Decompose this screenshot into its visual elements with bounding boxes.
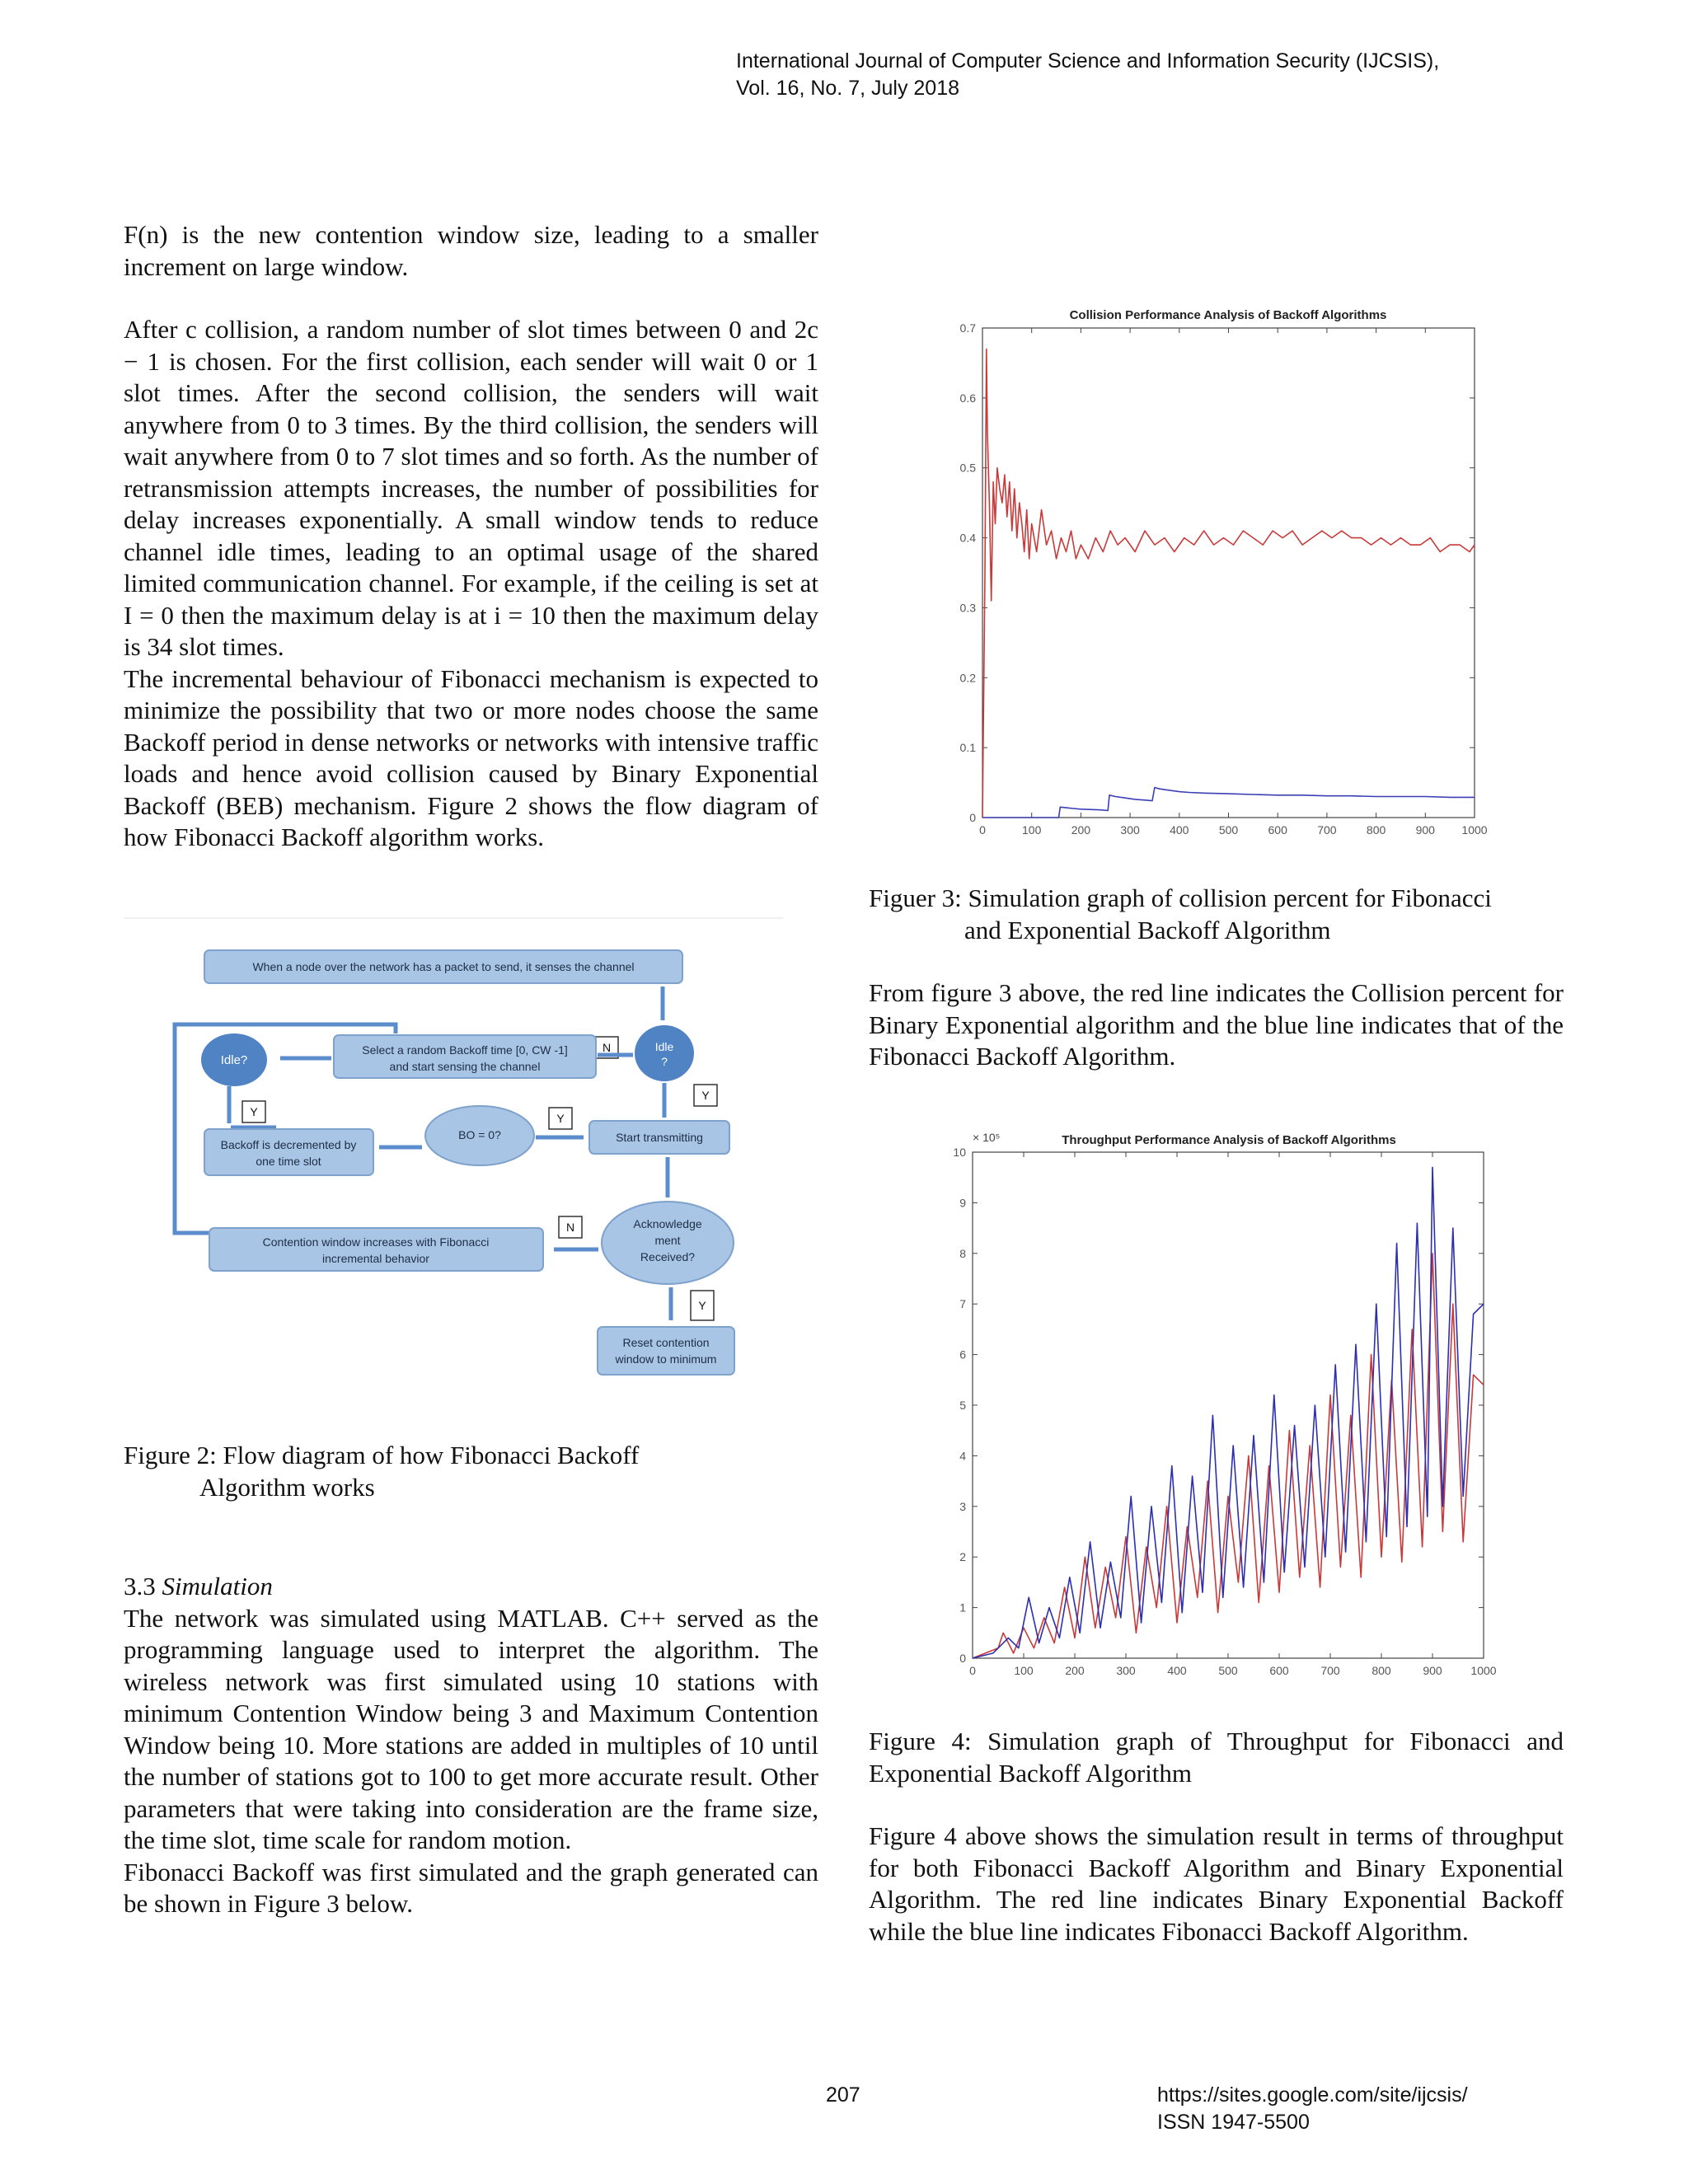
collision-chart: [931, 302, 1508, 837]
flow-select-l2: and start sensing the channel: [389, 1060, 541, 1073]
flow-y-label-3: Y: [701, 1089, 710, 1102]
paragraph-figure-4: Figure 4 above shows the simulation result in terms of throughput for both Fibonacci Backoff Algorithm and Binary Exponential Algorithm. The red line indicates Binary Exponential Backoff while the blue line indicates Fibonacci Backoff Algorithm.: [869, 1821, 1564, 1946]
figure-3-caption: [869, 882, 1492, 946]
figure-4-caption-text: Figure 4: Simulation graph of Throughput for Fibonacci and Exponential Backoff Algorithm: [869, 1727, 1564, 1788]
figure-3: [931, 302, 1508, 841]
flow-decrement-box: [204, 1129, 373, 1175]
throughput-chart-plot-area: [973, 1152, 1484, 1658]
flow-n-label-1: N: [602, 1041, 612, 1054]
x-tick-label: 900: [1423, 1664, 1442, 1677]
y-tick-label: 0: [959, 1652, 966, 1665]
flow-ack-l1: Acknowledge: [633, 1217, 702, 1230]
paragraph-figure-3: From figure 3 above, the red line indicates the Collision percent for Binary Exponential algorithm and the blue line indicates that of the Fibonacci Backoff Algorithm.: [869, 978, 1564, 1071]
y-tick-label: 0.3: [959, 601, 976, 615]
x-tick-label: 600: [1268, 823, 1287, 837]
throughput-chart: [923, 1126, 1517, 1686]
flow-idle-right-l1: Idle: [654, 1040, 674, 1053]
figure-2-caption-line1: Figure 2: Flow diagram of how Fibonacci Backoff: [124, 1441, 640, 1469]
paragraph-collision: After c collision, a random number of slot times between 0 and 2c − 1 is chosen. For the first collision, each sender will wait 0 or 1 slot times. After the second collision, the senders will wait anywhere from 0 to 3 times. By the third collision, the senders will wait anywhere from 0 to 7 slot times and so forth. As the number of retransmission attempts increases, the number of possibilities for delay increases exponentially. A small window tends to reduce channel idle times, leading to an optimal usage of the shared limited communication channel. For example, if the ceiling is set at I = 0 then the maximum delay is at i = 10 then the maximum delay is 34 slot times.: [124, 315, 818, 661]
section-number: 3.3: [124, 1572, 156, 1601]
figure-4: [923, 1126, 1517, 1690]
y-tick-label: 1: [959, 1601, 966, 1615]
y-tick-label: 7: [959, 1297, 966, 1311]
x-tick-label: 500: [1218, 823, 1239, 837]
flow-cw-l2: incremental behavior: [322, 1252, 429, 1265]
x-tick-label: 0: [979, 823, 986, 837]
right-paragraph-collision: [869, 977, 1564, 1073]
left-column-top: [124, 219, 818, 854]
y-tick-label: 2: [959, 1550, 966, 1564]
y-tick-label: 3: [959, 1499, 966, 1513]
collision-chart-plot-area: [982, 328, 1475, 818]
y-tick-label: 0.6: [959, 391, 976, 405]
flow-decrement-l2: one time slot: [256, 1155, 321, 1168]
flow-idle-right: [635, 1025, 694, 1081]
x-tick-label: 600: [1269, 1664, 1289, 1677]
collision-chart-title: Collision Performance Analysis of Backoff Algorithms: [1069, 308, 1387, 322]
flow-ack-l3: Received?: [640, 1250, 696, 1263]
flow-bo-text: BO = 0?: [458, 1128, 501, 1141]
figure-3-caption-line2: and Exponential Backoff Algorithm: [964, 916, 1331, 944]
journal-header: [736, 48, 1439, 102]
flow-cw-l1: Contention window increases with Fibonacci: [262, 1235, 490, 1249]
figure-2: [124, 913, 783, 1395]
x-tick-label: 200: [1065, 1664, 1085, 1677]
x-tick-label: 100: [1022, 823, 1042, 837]
x-tick-label: 100: [1014, 1664, 1034, 1677]
footer-url: https://sites.google.com/site/ijcsis/: [1157, 2083, 1468, 2107]
x-tick-label: 700: [1320, 1664, 1340, 1677]
footer-issn: ISSN 1947-5500: [1157, 2111, 1310, 2134]
y-tick-label: 6: [959, 1347, 966, 1361]
x-tick-label: 800: [1366, 823, 1386, 837]
flow-idle-right-l2: ?: [661, 1055, 668, 1068]
x-tick-label: 400: [1167, 1664, 1187, 1677]
y-tick-label: 8: [959, 1246, 966, 1260]
flow-n-label-2: N: [565, 1221, 575, 1234]
flow-diagram: [124, 913, 783, 1391]
x-tick-label: 700: [1317, 823, 1337, 837]
x-tick-label: 800: [1372, 1664, 1391, 1677]
flow-reset-box: [598, 1327, 734, 1375]
x-tick-label: 300: [1116, 1664, 1136, 1677]
flow-select-l1: Select a random Backoff time [0, CW -1]: [362, 1043, 568, 1057]
throughput-chart-title: Throughput Performance Analysis of Backoff Algorithms: [1062, 1133, 1396, 1147]
x-tick-label: 200: [1071, 823, 1091, 837]
flow-ack-l2: ment: [654, 1234, 681, 1247]
paragraph-fibonacci-sim: Fibonacci Backoff was first simulated and the graph generated can be shown in Figure 3 below.: [124, 1857, 818, 1918]
y-tick-label: 0: [969, 811, 976, 824]
y-tick-label: 0.1: [959, 741, 976, 755]
journal-title: International Journal of Computer Science and Information Security (IJCSIS),: [736, 49, 1440, 73]
x-tick-label: 300: [1120, 823, 1140, 837]
y-tick-label: 9: [959, 1196, 966, 1210]
x-tick-label: 0: [969, 1664, 976, 1677]
flow-reset-l1: Reset contention: [622, 1336, 710, 1349]
x-tick-label: 400: [1170, 823, 1189, 837]
section-heading: [124, 1571, 818, 1603]
flow-idle-left-text: Idle?: [220, 1053, 248, 1067]
y-tick-label: 0.5: [959, 461, 976, 475]
paragraph-simulation: The network was simulated using MATLAB. C++ served as the programming language used to interpret the algorithm. The wireless network was first simulated using 10 stations with minimum Contention Window being 3 and Maximum Contention Window being 10. More stations are added in multiples of 10 until the number of stations got to 100 to get more accurate result. Other parameters that were taking into consideration are the frame size, the time slot, time scale for random motion.: [124, 1603, 818, 1854]
flow-reset-l2: window to minimum: [615, 1352, 717, 1366]
left-column-bottom: [124, 1571, 818, 1920]
x-tick-label: 900: [1415, 823, 1435, 837]
flow-decrement-l1: Backoff is decremented by: [220, 1138, 357, 1151]
y-tick-label: 5: [959, 1399, 966, 1412]
throughput-chart-exponent: × 10⁵: [973, 1131, 1001, 1144]
figure-3-caption-line1: Figuer 3: Simulation graph of collision percent for Fibonacci: [869, 883, 1492, 912]
section-title: Simulation: [162, 1572, 273, 1601]
y-tick-label: 0.4: [959, 531, 976, 545]
x-tick-label: 500: [1218, 1664, 1238, 1677]
journal-volume: Vol. 16, No. 7, July 2018: [736, 77, 960, 100]
y-tick-label: 0.2: [959, 671, 976, 685]
y-tick-label: 10: [953, 1146, 966, 1159]
paragraph-fn: F(n) is the new contention window size, leading to a smaller increment on large window.: [124, 220, 818, 281]
y-tick-label: 4: [959, 1449, 966, 1463]
y-tick-label: 0.7: [959, 321, 976, 335]
flow-y-label-2: Y: [556, 1112, 565, 1125]
flow-start-text: Start transmitting: [616, 1131, 703, 1144]
x-tick-label: 1000: [1470, 1664, 1497, 1677]
page-number: 207: [826, 2083, 860, 2107]
flow-y-label-4: Y: [698, 1299, 706, 1312]
paragraph-fibonacci: The incremental behaviour of Fibonacci mechanism is expected to minimize the possibility that two or more nodes choose the same Backoff period in dense networks or networks with intensive traffic loads and hence avoid collision caused by Binary Exponential Backoff (BEB) mechanism. Figure 2 shows the flow diagram of how Fibonacci Backoff algorithm works.: [124, 663, 818, 851]
x-tick-label: 1000: [1461, 823, 1488, 837]
figure-4-caption: [869, 1726, 1564, 1947]
figure-2-caption-line2: Algorithm works: [199, 1473, 375, 1502]
flow-sense-channel-text: When a node over the network has a packet to send, it senses the channel: [252, 960, 635, 973]
flow-y-label-1: Y: [250, 1105, 258, 1118]
figure-2-caption: [124, 1439, 639, 1503]
